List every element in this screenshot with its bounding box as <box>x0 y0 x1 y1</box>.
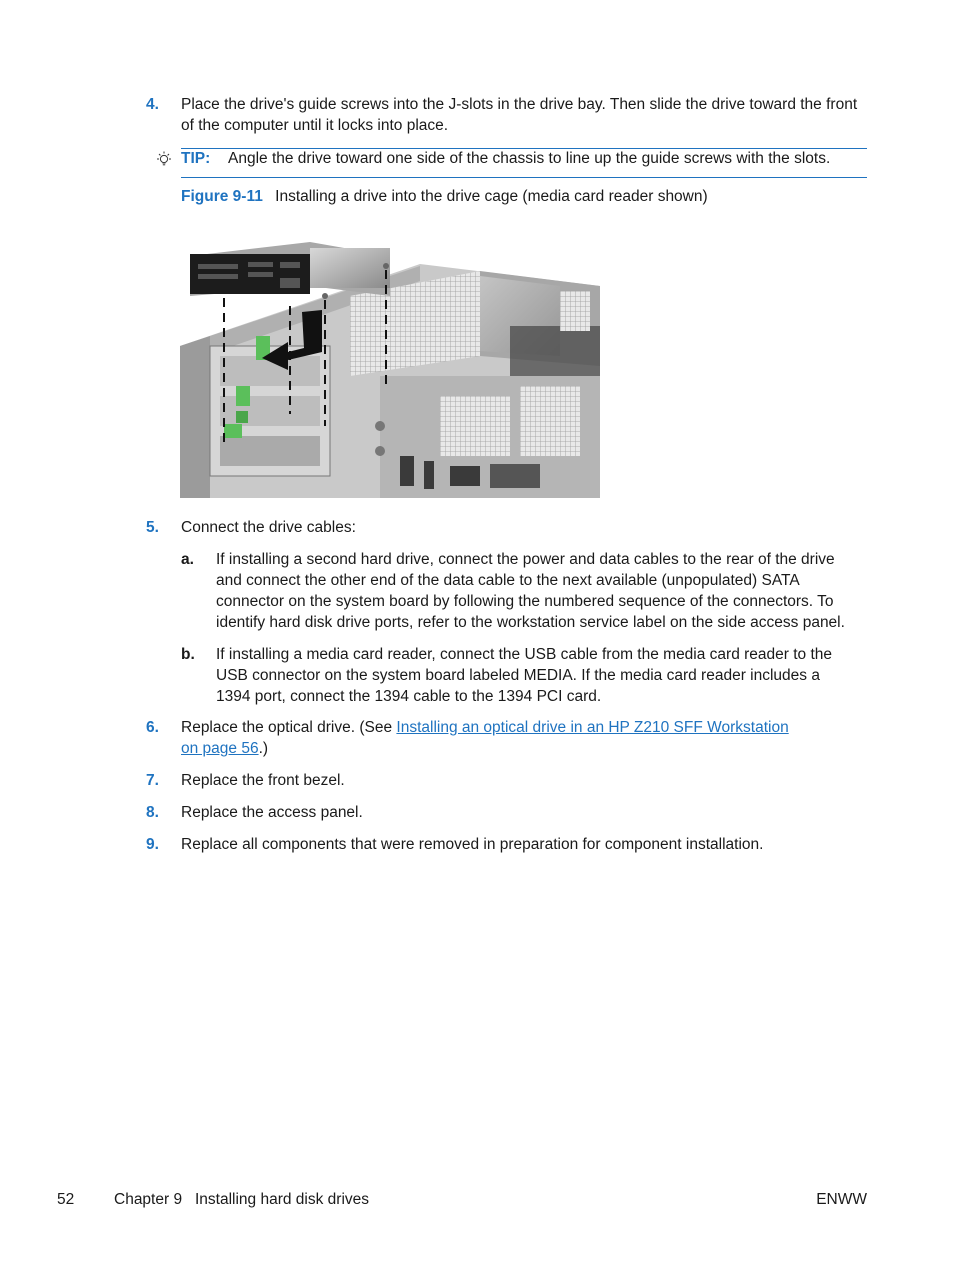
step-number: 5. <box>146 519 159 536</box>
step-number: 9. <box>146 836 159 853</box>
substep-line: and connect the other end of the data cable to the next available (unpopulated) SATA <box>216 572 800 589</box>
step-number: 8. <box>146 804 159 821</box>
chapter-title: Chapter 9 Installing hard disk drives <box>114 1191 370 1208</box>
step-text: Replace all components that were removed in preparation for component installation. <box>181 836 764 853</box>
figure-label: Figure 9-11 <box>181 188 263 205</box>
substep-line: If installing a second hard drive, connect the power and data cables to the rear of the drive <box>216 551 835 568</box>
substep-text <box>216 644 832 707</box>
substep-line: 1394 port, connect the 1394 cable to the 1394 PCI card. <box>216 688 602 705</box>
step-text-post: .) <box>258 740 269 757</box>
substep-line: connector on the system board by following the numbered sequence of the connectors. To <box>216 593 834 610</box>
step-line: of the computer until it locks into place. <box>181 117 449 134</box>
substep-text <box>216 549 845 633</box>
step-line: Place the drive's guide screws into the J-slots in the drive bay. Then slide the drive toward the front <box>181 96 858 113</box>
substep-line: USB connector on the system board labeled MEDIA. If the media card reader includes a <box>216 667 820 684</box>
step-text <box>181 717 789 759</box>
step-text-pre: Replace the optical drive. (See <box>181 719 397 736</box>
page-56-link[interactable]: on page 56 <box>181 740 259 757</box>
substep-line: identify hard disk drive ports, refer to the workstation service label on the side access panel. <box>216 614 845 631</box>
tip-label: TIP: <box>181 150 211 167</box>
optical-drive-link[interactable]: Installing an optical drive in an HP Z210 SFF Workstation <box>396 719 789 736</box>
tip-text: Angle the drive toward one side of the chassis to line up the guide screws with the slots. <box>228 150 831 167</box>
substep-letter: a. <box>181 551 194 568</box>
page-number: 52 <box>57 1191 75 1208</box>
figure-caption-text: Installing a drive into the drive cage (media card reader shown) <box>275 188 708 205</box>
drive-cage-illustration <box>180 236 600 498</box>
lightbulb-icon <box>154 150 174 170</box>
substep-line: If installing a media card reader, connect the USB cable from the media card reader to the <box>216 646 833 663</box>
step-text: Replace the front bezel. <box>181 772 345 789</box>
step-text: Replace the access panel. <box>181 804 363 821</box>
step-number: 6. <box>146 719 159 736</box>
step-number: 4. <box>146 96 159 113</box>
substep-letter: b. <box>181 646 195 663</box>
tip-bottom-rule <box>181 177 867 178</box>
step-text <box>181 94 857 136</box>
figure-caption <box>181 186 708 207</box>
footer-right: ENWW <box>816 1191 867 1208</box>
step-text: Connect the drive cables: <box>181 519 356 536</box>
step-number: 7. <box>146 772 159 789</box>
